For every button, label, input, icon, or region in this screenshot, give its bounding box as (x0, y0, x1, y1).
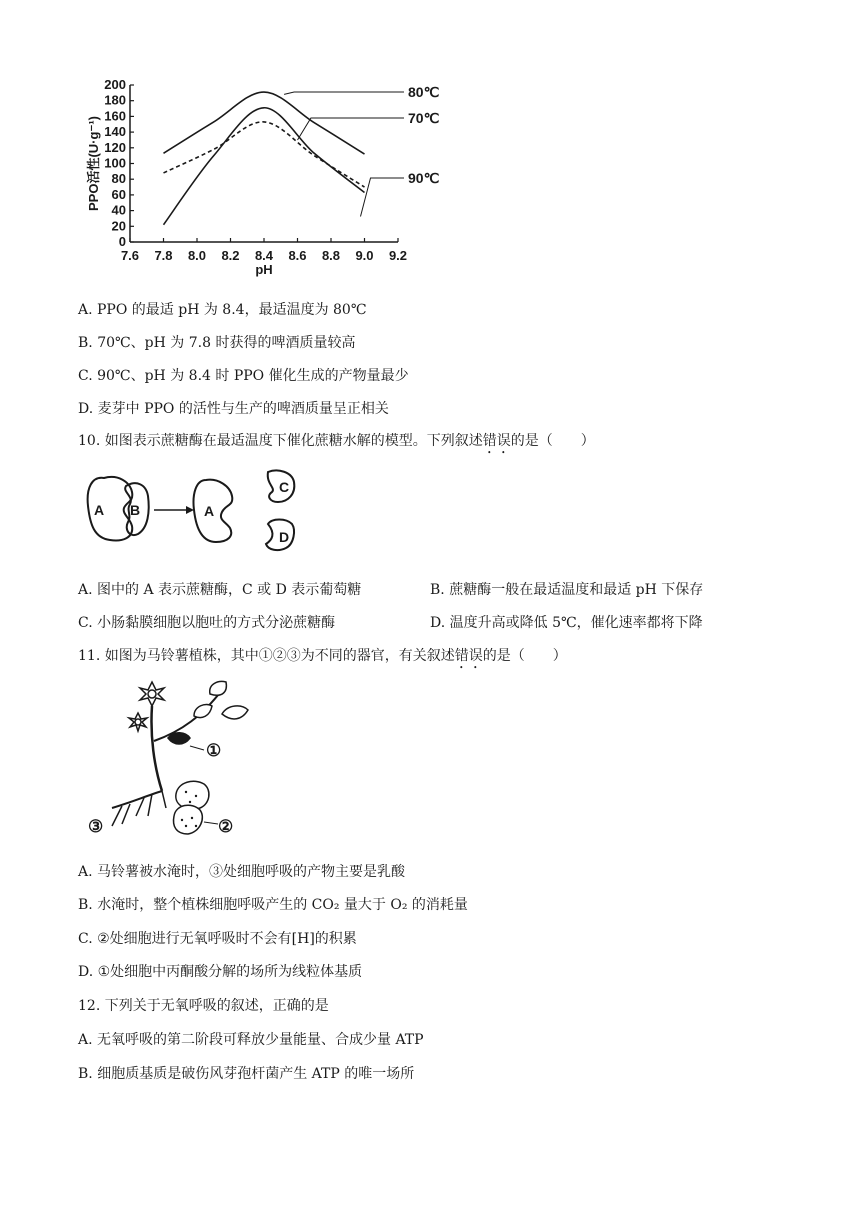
y-axis-label: PPO活性(U·g⁻¹) (86, 116, 101, 211)
series-leader-1 (284, 92, 404, 94)
y-tick-label: 140 (104, 124, 126, 140)
q11-stem-emphasis: 错误 (454, 648, 483, 664)
x-tick-label: 7.6 (120, 248, 140, 263)
q11-stem-tail: 的是（ ） (482, 648, 567, 664)
x-tick-label: 9.2 (388, 248, 408, 263)
series-leader-3 (361, 178, 405, 217)
potato-plant-diagram (82, 676, 282, 846)
leaf-icon (194, 704, 212, 717)
q9-option-a: A. PPO 的最适 pH 为 8.4，最适温度为 80℃ (78, 302, 367, 318)
q10-stem-emphasis: 错误 (482, 433, 511, 449)
organ-marker-3: ③ (88, 817, 104, 836)
q10-option-a: A. 图中的 A 表示蔗糖酶，C 或 D 表示葡萄糖 (78, 582, 362, 598)
q10-option-c: C. 小肠黏膜细胞以胞吐的方式分泌蔗糖酶 (78, 615, 336, 631)
series-line-2 (164, 122, 365, 187)
x-tick-label: 8.2 (221, 248, 240, 263)
q10-option-d: D. 温度升高或降低 5℃，催化速率都将下降 (430, 615, 703, 631)
x-tick-label: 9.0 (355, 248, 374, 263)
diagram-label-a2: A (204, 503, 215, 519)
leaf-icon (168, 733, 190, 744)
series-label-2: 70℃ (408, 110, 440, 126)
y-tick-label: 80 (111, 171, 126, 187)
leaf-icon (210, 682, 227, 696)
x-tick-label: 8.6 (288, 248, 307, 263)
x-axis-label: pH (255, 262, 273, 277)
q10-stem-text: 10. 如图表示蔗糖酶在最适温度下催化蔗糖水解的模型。下列叙述 (78, 433, 483, 449)
q11-option-a: A. 马铃薯被水淹时，③处细胞呼吸的产物主要是乳酸 (78, 864, 406, 880)
q9-option-c: C. 90℃、pH 为 8.4 时 PPO 催化生成的产物量最少 (78, 368, 409, 384)
q9-option-d: D. 麦芽中 PPO 的活性与生产的啤酒质量呈正相关 (78, 401, 389, 417)
diagram-label-c: C (279, 479, 290, 495)
y-tick-label: 100 (104, 155, 126, 171)
series-line-1 (164, 92, 365, 154)
organ-marker-2: ② (218, 817, 234, 836)
y-tick-label: 120 (104, 139, 126, 155)
q10-stem (78, 432, 595, 457)
q9-option-b: B. 70℃、pH 为 7.8 时获得的啤酒质量较高 (78, 335, 356, 351)
enzyme-model-diagram (82, 466, 342, 556)
y-tick-label: 0 (118, 234, 126, 249)
y-tick-label: 20 (111, 218, 126, 234)
q11-stem-text: 11. 如图为马铃薯植株，其中①②③为不同的器官，有关叙述 (78, 648, 455, 664)
tuber-shape (174, 805, 203, 834)
x-tick-label: 8.8 (321, 248, 341, 263)
y-tick-label: 160 (104, 108, 126, 124)
x-tick-label: 8.0 (187, 248, 207, 263)
series-label-1: 80℃ (408, 84, 440, 100)
series-line-3 (164, 108, 365, 225)
q11-stem (78, 647, 567, 672)
diagram-label-b: B (130, 502, 141, 518)
q11-option-b: B. 水淹时，整个植株细胞呼吸产生的 CO₂ 量大于 O₂ 的消耗量 (78, 897, 468, 913)
q10-stem-tail: 的是（ ） (510, 433, 595, 449)
diagram-label-d: D (279, 529, 290, 545)
x-tick-label: 7.8 (154, 248, 173, 263)
x-tick-label: 8.4 (254, 248, 274, 263)
q11-option-c: C. ②处细胞进行无氧呼吸时不会有[H]的积累 (78, 931, 357, 947)
organ-marker-1: ① (206, 741, 222, 760)
y-tick-label: 40 (111, 202, 126, 218)
q10-option-b: B. 蔗糖酶一般在最适温度和最适 pH 下保存 (430, 582, 704, 598)
q12-option-a: A. 无氧呼吸的第二阶段可释放少量能量、合成少量 ATP (78, 1032, 424, 1048)
flower-icon (129, 682, 164, 731)
q12-option-b: B. 细胞质基质是破伤风芽孢杆菌产生 ATP 的唯一场所 (78, 1066, 415, 1082)
leaf-icon (222, 706, 248, 719)
q12-stem: 12. 下列关于无氧呼吸的叙述，正确的是 (78, 998, 329, 1014)
y-tick-label: 200 (104, 77, 126, 92)
y-tick-label: 60 (111, 186, 126, 202)
y-tick-label: 180 (104, 92, 126, 108)
series-label-3: 90℃ (408, 170, 440, 186)
diagram-label-a1: A (94, 502, 105, 518)
q11-option-d: D. ①处细胞中丙酮酸分解的场所为线粒体基质 (78, 964, 363, 980)
